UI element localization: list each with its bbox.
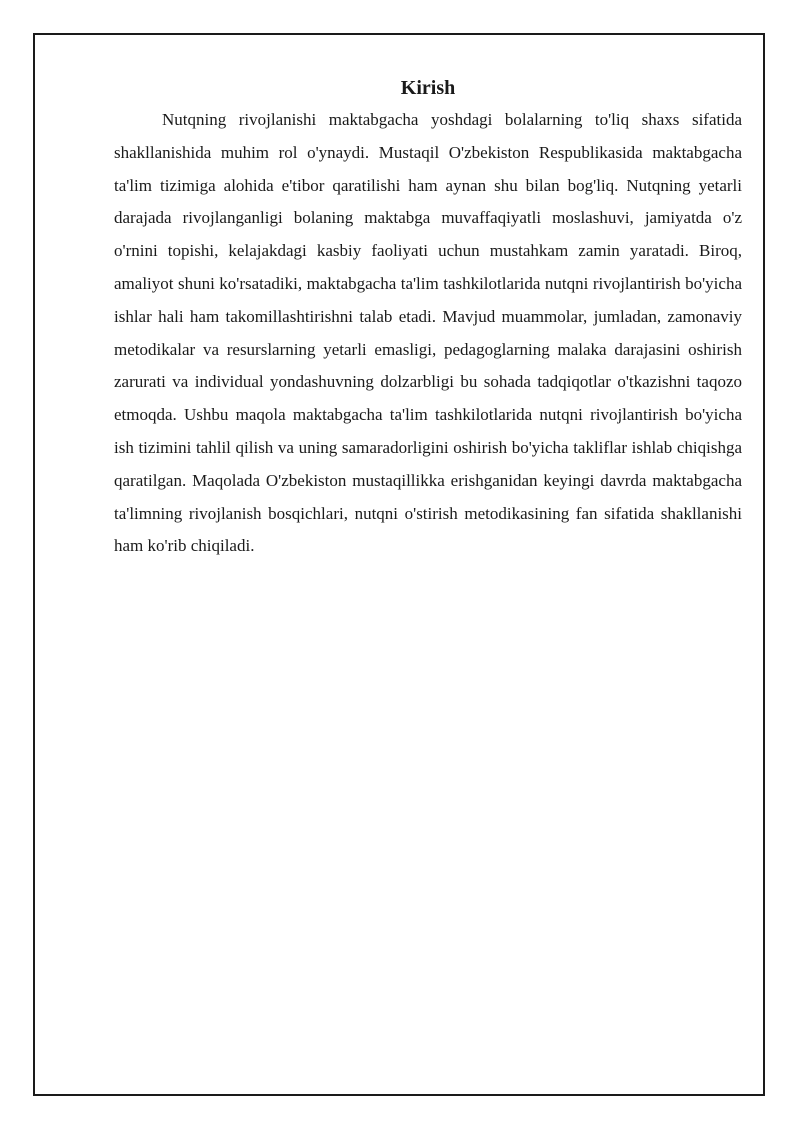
section-title: Kirish [400, 77, 456, 99]
document-content [114, 74, 742, 563]
body-paragraph: Nutqning rivojlanishi maktabgacha yoshdagi bolalarning to'liq shaxs sifatida shakllanishida muhim rol o'ynaydi. Mustaqil O'zbekiston Respublikasida maktabgacha ta'lim tizimiga alohida e'tibor qaratilishi ham aynan shu bilan bog'liq. Nutqning yetarli darajada rivojlanganligi bolaning maktabga muvaffaqiyatli moslashuvi, jamiyatda o'z o'rnini topishi, kelajakdagi kasbiy faoliyati uchun mustahkam zamin yaratadi. Biroq, amaliyot shuni ko'rsatadiki, maktabgacha ta'lim tashkilotlarida nutqni rivojlantirish bo'yicha ishlar hali ham takomillashtirishni talab etadi. Mavjud muammolar, jumladan, zamonaviy metodikalar va resurslarning yetarli emasligi, pedagoglarning malaka darajasini oshirish zarurati va individual yondashuvning dolzarbligi bu sohada tadqiqotlar o'tkazishni taqozo etmoqda. Ushbu maqola maktabgacha ta'lim tashkilotlarida nutqni rivojlantirish bo'yicha ish tizimini tahlil qilish va uning samaradorligini oshirish bo'yicha takliflar ishlab chiqishga qaratilgan. Maqolada O'zbekiston mustaqillikka erishganidan keyingi davrda maktabgacha ta'limning rivojlanish bosqichlari, nutqni o'stirish metodikasining fan sifatida shakllanishi ham ko'rib chiqiladi. [114, 110, 742, 556]
